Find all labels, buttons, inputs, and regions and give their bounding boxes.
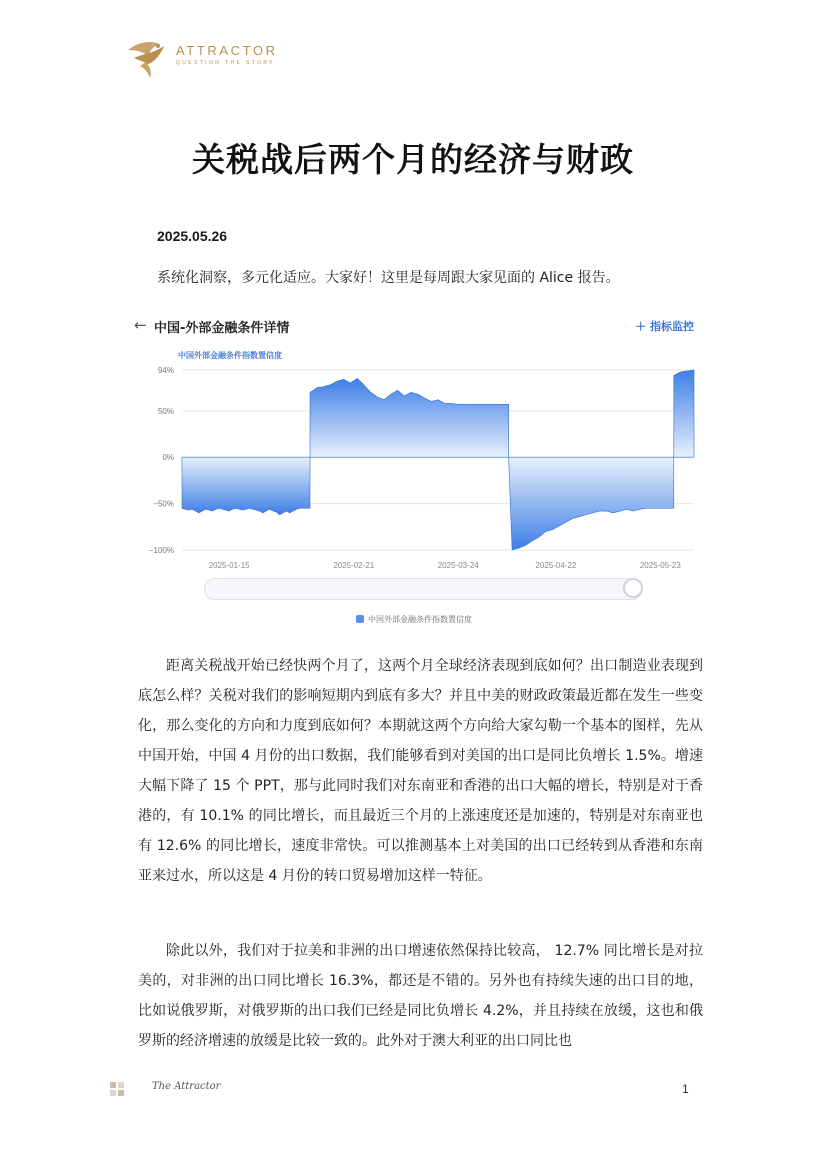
intro-text: 系统化洞察，多元化适应。大家好！这里是每周跟大家见面的 Alice 报告。: [157, 270, 620, 286]
document-date: 2025.05.26: [157, 228, 228, 244]
area-segment: [674, 370, 694, 457]
chart-card: [120, 306, 708, 634]
x-tick-label: 2025-02-21: [333, 561, 375, 570]
area-segment: [182, 457, 310, 515]
legend-label: 中国外部金融条件指数置信度: [368, 615, 472, 624]
footer-signature: The Attractor: [152, 1081, 221, 1092]
x-tick-label: 2025-01-15: [208, 561, 250, 570]
y-tick-label: −50%: [153, 499, 174, 509]
chart-range-scrollbar[interactable]: [204, 578, 642, 600]
footer-grid-icon: [110, 1082, 126, 1098]
area-chart: [120, 306, 708, 596]
chart-legend[interactable]: [356, 614, 472, 625]
series-label: 中国外部金融条件指数置信度: [178, 351, 282, 360]
x-tick-label: 2025-05-23: [639, 561, 681, 570]
document-title: 关税战后两个月的经济与财政: [192, 140, 634, 179]
paragraph-2: 除此以外，我们对于拉美和非洲的出口增速依然保持比较高， 12.7% 同比增长是对拉美的，对非洲的出口同比增长 16.3%，都还是不错的。另外也有持续失速的出口目的地，比如说俄罗斯，对俄罗斯的出口我们已经是同比负增长 4.2%，并且持续在放缓，这也和俄罗斯的经济增速的放缓是比较一致的。此外对于澳大利亚的出口同比也: [138, 943, 703, 1049]
legend-swatch: [356, 615, 364, 623]
y-tick-label: 94%: [157, 366, 174, 375]
scrollbar-handle[interactable]: [623, 578, 643, 598]
y-tick-label: −100%: [148, 546, 174, 555]
page-number: 1: [682, 1082, 689, 1096]
x-tick-label: 2025-03-24: [437, 561, 479, 570]
phoenix-logo-icon: [124, 36, 172, 80]
chart-title: 中国-外部金融条件详情: [154, 321, 290, 336]
y-tick-label: 50%: [157, 406, 174, 416]
paragraph-1: 距离关税战开始已经快两个月了，这两个月全球经济表现到底如何？出口制造业表现到底怎么样？关税对我们的影响短期内到底有多大？并且中美的财政政策最近都在发生一些变化，那么变化的方向和力度到底如何？本期就这两个方向给大家勾勒一个基本的图样，先从中国开始，中国 4 月份的出口数据，我们能够看到对美国的出口是同比负增长 1.5%。增速大幅下降了 15 个 PPT，那与此同时我们对东南亚和香港的出口大幅的增长，特别是对于香港的，有 10.1% 的同比增长，而且最近三个月的上涨速度还是加速的，特别是对东南亚也有 12.6% 的同比增长，速度非常快。可以推测基本上对美国的出口已经转到从香港和东南亚来过水，所以这是 4 月份的转口贸易增加这样一特征。: [138, 658, 703, 884]
y-tick-label: 0%: [162, 453, 174, 463]
company-logo: [124, 36, 284, 80]
area-segment: [310, 378, 509, 457]
x-tick-label: 2025-04-22: [535, 561, 577, 570]
indicator-monitor-button[interactable]: ＋ 指标监控: [635, 320, 694, 333]
logo-tagline: QUESTION THE STORY: [176, 60, 276, 66]
area-segment: [509, 457, 674, 550]
logo-brand-text: ATTRACTOR: [176, 43, 278, 58]
arrow-left-icon[interactable]: ←: [134, 316, 147, 334]
